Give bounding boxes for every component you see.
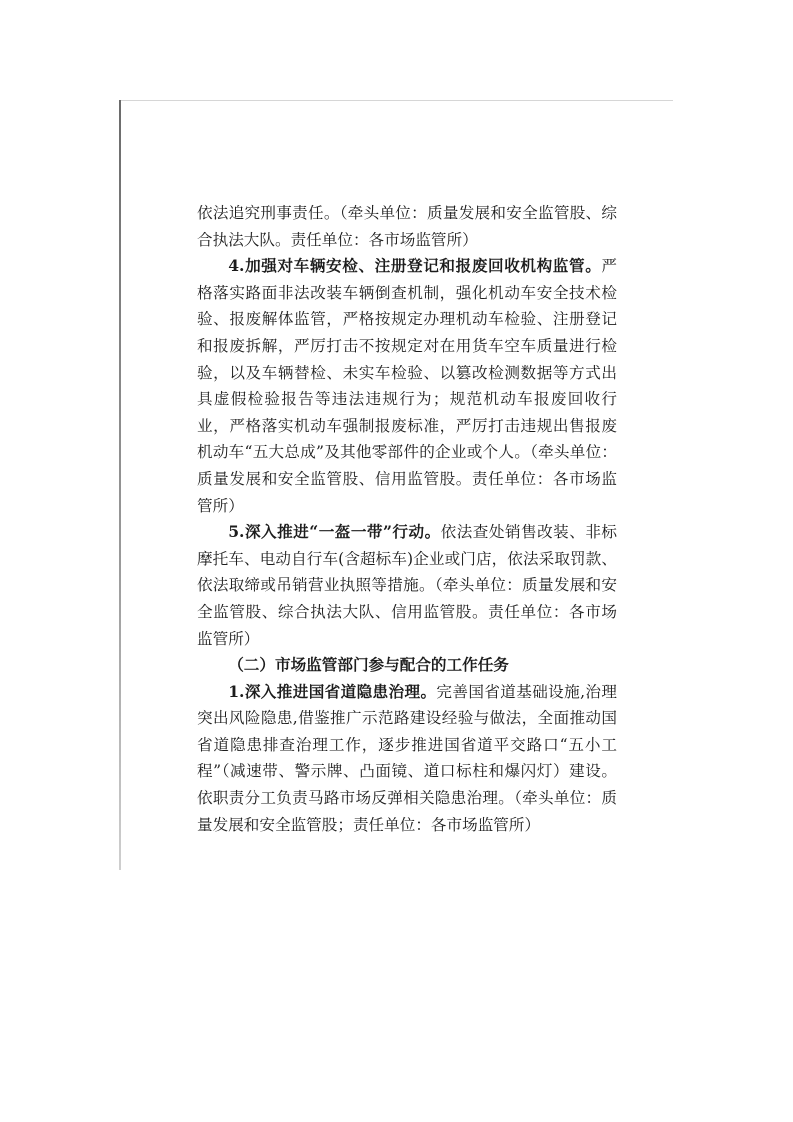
paragraph-text: 完善国省道基础设施,治理突出风险隐患,借鉴推广示范路建设经验与做法，全面推动国省道隐患排查治理工作，逐步推进国省道平交路口“五小工程”（减速带、警示牌、凸面镜、道口标柱和爆闪灯）建设。依职责分工负责马路市场反弹相关隐患治理。（牵头单位：质量发展和安全监管股；责任单位：各市场监管所） (197, 682, 617, 834)
paragraph-text: 严格落实路面非法改装车辆倒查机制，强化机动车安全技术检验、报废解体监管，严格按规定办理机动车检验、注册登记和报废拆解，严厉打击不按规定对在用货车空车质量进行检验，以及车辆替检、未实车检验、以篡改检测数据等方式出具虚假检验报告等违法违规行为；规范机动车报废回收行业，严格落实机动车强制报废标准，严厉打击违规出售报废机动车“五大总成”及其他零部件的企业或个人。（牵头单位：质量发展和安全监管股、信用监管股。责任单位：各市场监管所） (197, 257, 617, 515)
paragraph-lead: 5.深入推进“一盔一带”行动。 (228, 522, 441, 542)
paragraph-text: 依法查处销售改装、非标摩托车、电动自行车(含超标车)企业或门店，依法采取罚款、依法取缔或吊销营业执照等措施。（牵头单位：质量发展和安全监管股、综合执法大队、信用监管股。责任单位：各市场监管所） (197, 523, 617, 648)
section-heading: （二）市场监管部门参与配合的工作任务 (228, 655, 509, 675)
paragraph-item-4 (197, 253, 617, 519)
paragraph-lead: 1.深入推进国省道隐患治理。 (228, 681, 437, 701)
scan-shadow-top (121, 100, 673, 101)
paragraph-text: 依法追究刑事责任。（牵头单位：质量发展和安全监管股、综合执法大队。责任单位：各市场监管所） (197, 204, 617, 249)
paragraph-item-5 (197, 519, 617, 652)
scan-shadow-left (119, 100, 121, 870)
document-body (197, 200, 617, 838)
paragraph-item-1 (197, 679, 617, 839)
paragraph-continuation (197, 200, 617, 253)
paragraph-lead: 4.加强对车辆安检、注册登记和报废回收机构监管。 (228, 256, 602, 276)
